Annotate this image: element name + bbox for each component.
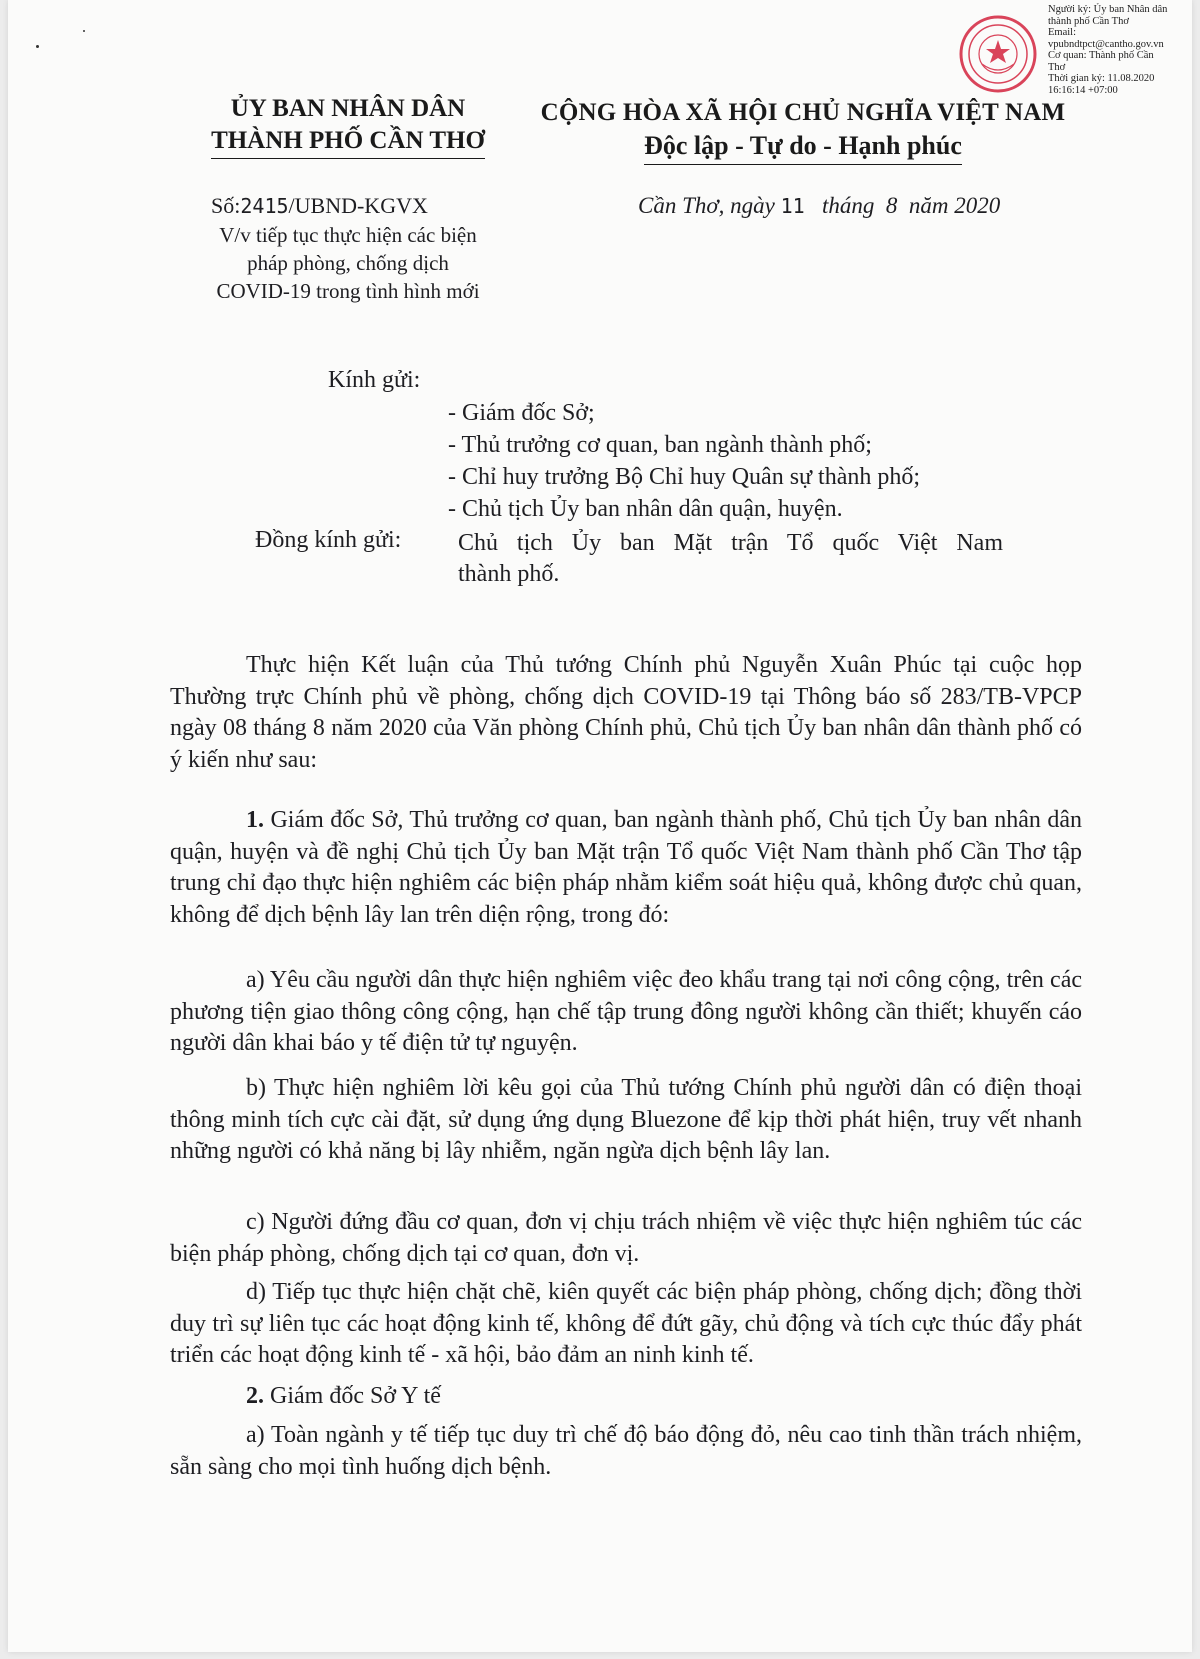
date-prefix: Cần Thơ, ngày	[638, 193, 781, 218]
recipient-item: - Giám đốc Sở;	[448, 400, 595, 426]
kinh-gui-label: Kính gửi:	[328, 367, 421, 393]
document-date	[638, 193, 1000, 219]
official-seal-icon	[958, 14, 1038, 94]
body-paragraph	[170, 1381, 1082, 1413]
national-motto: Độc lập - Tự do - Hạnh phúc	[644, 129, 962, 165]
sig-line: thành phố Cần Thơ	[1048, 15, 1129, 27]
intro-text: Thực hiện Kết luận của Thủ tướng Chính phủ Nguyễn Xuân Phúc tại cuộc họp Thường trực Chính phủ về phòng, chống dịch COVID-19 tại Thông báo số 283/TB-VPCP ngày 08 tháng 8 năm 2020 của Văn phòng Chính phủ, Chủ tịch Ủy ban nhân dân thành phố có ý kiến như sau:	[170, 652, 1082, 773]
subject-line: pháp phòng, chống dịch	[247, 251, 449, 275]
sig-line: Thơ	[1048, 61, 1066, 73]
body-paragraph	[170, 1073, 1082, 1168]
body-paragraph	[170, 650, 1082, 776]
body-paragraph	[170, 1420, 1082, 1483]
dong-kinh-gui-value-cont: thành phố.	[458, 561, 560, 587]
section-2-number: 2.	[246, 1383, 264, 1409]
date-day: 11	[780, 194, 805, 218]
sig-line: Cơ quan: Thành phố Cần	[1048, 50, 1154, 61]
dong-kinh-gui-label: Đồng kính gửi:	[255, 527, 402, 553]
so-label: Số:	[211, 193, 241, 218]
section-1-number: 1.	[246, 807, 264, 833]
sig-line: vpubndtpct@cantho.gov.vn	[1048, 38, 1164, 50]
section-1a: a) Yêu cầu người dân thực hiện nghiêm việc đeo khẩu trang tại nơi công cộng, trên các phương tiện giao thông công cộng, hạn chế tập trung đông người không cần thiết; khuyến cáo người dân khai báo y tế điện tử tự nguyện.	[170, 967, 1082, 1056]
date-rest: tháng 8 năm 2020	[804, 193, 1001, 218]
section-1c: c) Người đứng đầu cơ quan, đơn vị chịu trách nhiệm về việc thực hiện nghiêm túc các biện pháp phòng, chống dịch tại cơ quan, đơn vị.	[170, 1209, 1082, 1267]
subject-line: COVID-19 trong tình hình mới	[216, 279, 480, 303]
dong-kinh-gui-value: Chủ tịch Ủy ban Mặt trận Tổ quốc Việt Nam	[458, 530, 1003, 556]
subject-line: V/v tiếp tục thực hiện các biện	[219, 223, 477, 247]
recipient-item: - Chỉ huy trưởng Bộ Chỉ huy Quân sự thành phố;	[448, 464, 921, 490]
document-number	[211, 193, 428, 219]
issuer-line2: THÀNH PHỐ CẦN THƠ	[211, 125, 485, 159]
section-2a: a) Toàn ngành y tế tiếp tục duy trì chế độ báo động đỏ, nêu cao tinh thần trách nhiệm, sẵn sàng cho mọi tình huống dịch bệnh.	[170, 1422, 1082, 1480]
national-header	[518, 97, 1088, 165]
body-paragraph	[170, 1277, 1082, 1372]
issuer-header	[198, 93, 498, 159]
body-paragraph	[170, 805, 1082, 931]
section-2-text: Giám đốc Sở Y tế	[264, 1383, 441, 1409]
body-paragraph	[170, 965, 1082, 1060]
so-suffix: /UBND-KGVX	[288, 193, 428, 218]
recipient-item: - Chủ tịch Ủy ban nhân dân quận, huyện.	[448, 496, 843, 522]
recipient-item: - Thủ trưởng cơ quan, ban ngành thành phố;	[448, 432, 872, 458]
scan-speck	[36, 45, 39, 48]
section-1b: b) Thực hiện nghiêm lời kêu gọi của Thủ tướng Chính phủ người dân có điện thoại thông minh tích cực cài đặt, sử dụng ứng dụng Bluezone để kịp thời phát hiện, truy vết nhanh những người có khả năng bị lây nhiễm, ngăn ngừa dịch bệnh lây lan.	[170, 1075, 1082, 1164]
so-number: 2415	[240, 194, 289, 218]
scan-speck	[83, 30, 85, 32]
digital-signature-info	[1048, 4, 1190, 96]
body-paragraph	[170, 1207, 1082, 1270]
sig-line: Người ký: Ủy ban Nhân dân	[1048, 4, 1168, 15]
sig-line: Thời gian ký: 11.08.2020	[1048, 73, 1155, 84]
sig-line: 16:16:14 +07:00	[1048, 84, 1118, 96]
document-page	[8, 0, 1192, 1652]
section-1d: d) Tiếp tục thực hiện chặt chẽ, kiên quyết các biện pháp phòng, chống dịch; đồng thời duy trì sự liên tục các hoạt động kinh tế, không để đứt gãy, chủ động và tích cực thúc đẩy phát triển các hoạt động kinh tế - xã hội, bảo đảm an ninh kinh tế.	[170, 1279, 1082, 1368]
document-subject	[188, 221, 508, 305]
sig-line: Email:	[1048, 27, 1076, 38]
section-1-text: Giám đốc Sở, Thủ trưởng cơ quan, ban ngành thành phố, Chủ tịch Ủy ban nhân dân quận, huyện và đề nghị Chủ tịch Ủy ban Mặt trận Tổ quốc Việt Nam thành phố Cần Thơ tập trung chỉ đạo thực hiện nghiêm các biện pháp nhằm kiểm soát hiệu quả, không được chủ quan, không để dịch bệnh lây lan trên diện rộng, trong đó:	[170, 807, 1082, 928]
national-title: CỘNG HÒA XÃ HỘI CHỦ NGHĨA VIỆT NAM	[540, 99, 1066, 126]
issuer-line1: ỦY BAN NHÂN DÂN	[230, 95, 466, 122]
